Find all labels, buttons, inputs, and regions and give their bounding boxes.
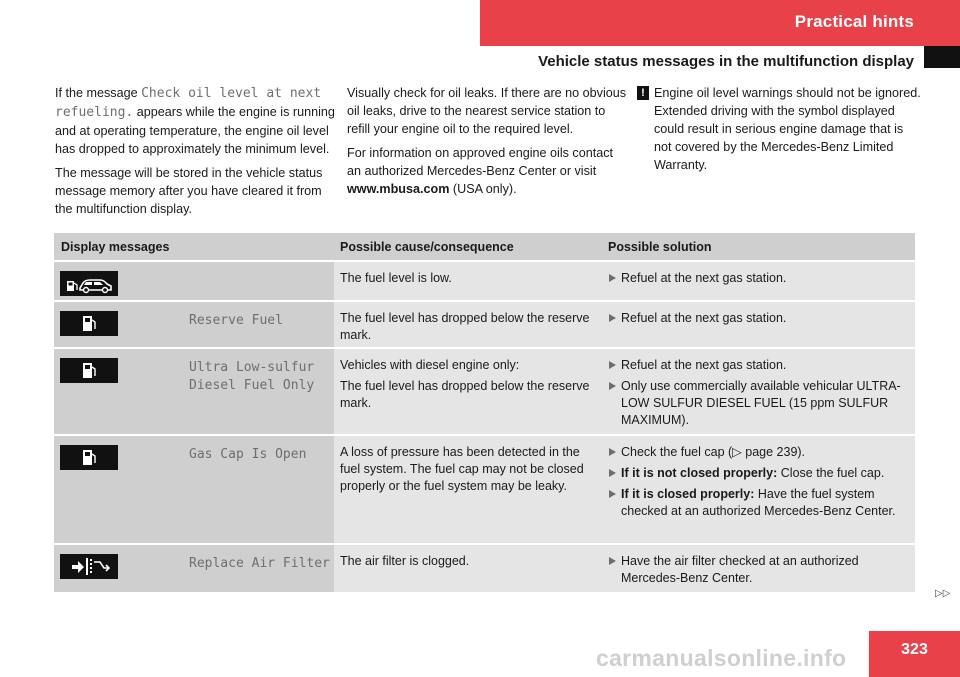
watermark: carmanualsonline.info [596,645,847,671]
display-message: Replace Air Filter [182,545,334,592]
bullet-triangle-icon [609,382,616,390]
warning-text: Engine oil level warnings should not be ignored. Extended driving with the symbol displayed could result in serious engine damage that is not covered by the Mercedes-Benz Limited Warranty. [654,86,921,172]
cause-cell [334,545,601,592]
cause-cell [334,262,601,300]
display-message: Reserve Fuel [182,302,334,347]
display-icon-cell [54,262,182,300]
intro-text: (USA only). [452,182,517,196]
cause-text: A loss of pressure has been detected in the fuel system. The fuel cap may not be closed properly or the fuel system may be leaky. [340,445,584,493]
fuel-pump-icon [60,311,118,336]
table-row [54,434,915,543]
bullet-triangle-icon [609,274,616,282]
cause-cell [334,436,601,543]
table-row [54,543,915,592]
solution-item: Only use commercially available vehicular ULTRA-LOW SULFUR DIESEL FUEL (15 ppm SULFUR MAXIMUM). [608,378,911,429]
solution-item: If it is closed properly: Have the fuel system checked at an authorized Mercedes-Benz Center. [608,486,911,520]
warning-note [637,84,922,174]
cause-text: The fuel level has dropped below the reserve mark. [340,311,590,342]
solution-cell [601,262,915,300]
cause-text: The fuel level has dropped below the reserve mark. [340,379,590,410]
intro-paragraph [347,144,627,198]
bullet-triangle-icon [609,361,616,369]
solution-cell [601,436,915,543]
intro-column-2 [347,84,627,204]
table-row [54,300,915,347]
fuel-pump-icon [60,445,118,470]
solution-item: Check the fuel cap (▷ page 239). [608,444,911,461]
website-link[interactable]: www.mbusa.com [347,182,450,196]
table-row [54,260,915,300]
header-possible-solution: Possible solution [608,239,712,254]
intro-paragraph: The message will be stored in the vehicle status message memory after you have cleared it from the multifunction display. [55,166,323,216]
table-header [54,233,915,260]
continued-arrow-icon: ▷▷ [935,588,951,599]
header-bar [924,46,960,68]
fuel-pump-icon [60,358,118,383]
intro-text: appears while the engine is running and at operating temperature, the engine oil level has dropped to approximately the minimum level. [55,105,335,156]
solution-cell [601,545,915,592]
solution-item: If it is not closed properly: Close the fuel cap. [608,465,911,482]
air-filter-icon [60,554,118,579]
solution-cell [601,349,915,434]
page-subtitle: Vehicle status messages in the multifunction display [538,53,914,70]
header-display-messages: Display messages [61,239,170,254]
bullet-triangle-icon [609,448,616,456]
cause-text: The fuel level is low. [340,271,452,285]
intro-column-1 [55,84,335,224]
table-row [54,347,915,434]
fuel-car-icon [60,271,118,296]
header-possible-cause: Possible cause/consequence [340,239,514,254]
display-message: Gas Cap Is Open [182,436,334,543]
bullet-triangle-icon [609,314,616,322]
cause-cell [334,349,601,434]
solution-item: Refuel at the next gas station. [608,270,911,287]
intro-paragraph [55,84,335,158]
section-title: Practical hints [794,12,914,31]
status-message-table [54,233,915,592]
display-icon-cell [54,349,182,434]
cause-cell [334,302,601,347]
display-icon-cell [54,302,182,347]
cause-text: The air filter is clogged. [340,554,470,568]
solution-item: Refuel at the next gas station. [608,357,911,374]
display-message: Ultra Low-sulfur Diesel Fuel Only [182,349,334,434]
display-message-code: Check oil level at next refueling. [55,86,322,120]
intro-text: For information on approved engine oils contact an authorized Mercedes-Benz Center or visit [347,146,614,178]
page-number: 323 [869,631,960,677]
bullet-triangle-icon [609,557,616,565]
warning-icon: ! [637,86,649,100]
solution-item: Refuel at the next gas station. [608,310,911,327]
bullet-triangle-icon [609,469,616,477]
display-message [182,262,334,300]
display-icon-cell [54,545,182,592]
intro-text: If the message [55,86,138,100]
solution-cell [601,302,915,347]
bullet-triangle-icon [609,490,616,498]
display-icon-cell [54,436,182,543]
intro-paragraph: Visually check for oil leaks. If there are no obvious oil leaks, drive to the nearest service station to refill your engine oil to the required level. [347,86,627,136]
solution-item: Have the air filter checked at an authorized Mercedes-Benz Center. [608,553,911,587]
cause-text: Vehicles with diesel engine only: [340,358,520,372]
